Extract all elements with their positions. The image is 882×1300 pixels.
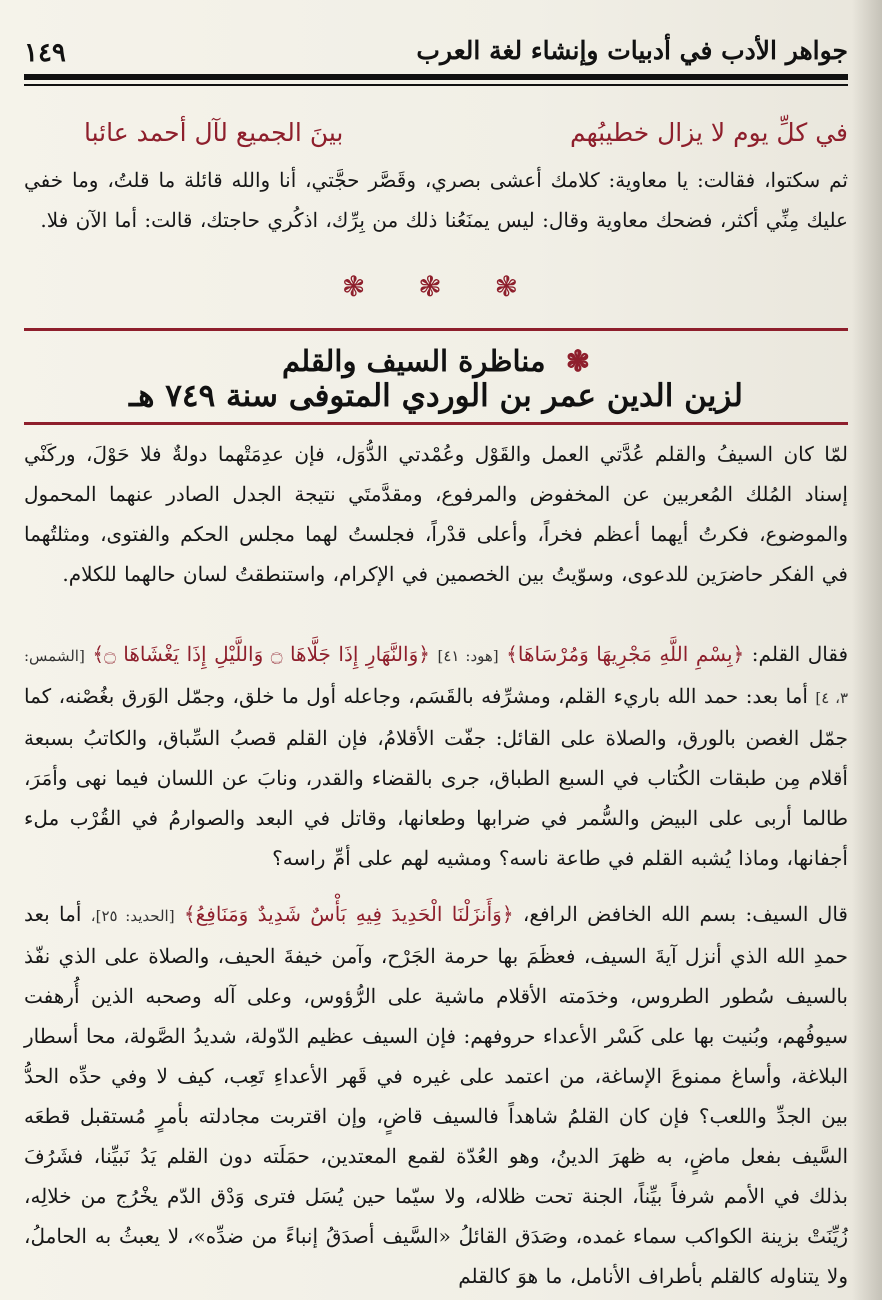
page-edge-shadow: [852, 0, 882, 1300]
section-subtitle: لزين الدين عمر بن الوردي المتوفى سنة ٧٤٩ هـ: [129, 378, 743, 414]
quran-reference-3: [الحديد: ٢٥]،: [90, 907, 175, 925]
poem-verse: [24, 118, 848, 156]
page-header: [24, 26, 848, 84]
poem-right-hemistich: في كلِّ يوم لا يزال خطيبُهم: [569, 118, 848, 147]
quran-reference-2: [الشمس: ٣، ٤]: [24, 647, 848, 707]
poem-left-hemistich: بينَ الجميع لآل أحمد عائبا: [84, 118, 344, 147]
title-rule-top: [24, 328, 848, 331]
title-rule-bottom: [24, 422, 848, 425]
header-rule-thick: [24, 74, 848, 80]
ornament-divider: ❃ ❃ ❃: [341, 270, 541, 303]
header-rule-thin: [24, 84, 848, 86]
running-title: جواهر الأدب في أدبيات وإنشاء لغة العرب: [416, 36, 848, 65]
body-paragraph-3: [24, 894, 848, 1294]
pen-speech: أما بعد: حمد الله باريء القلم، ومشرِّفه بالقَسَم، وجاعله أول ما خلق، وجمّل الوَرق بغُصْنه، كما جمّل الغصن بالورق، والصلاة على القائل: جفّت الأقلامُ، فإن القلم قصبُ السِّباق، والكاتبُ بسبعة أقلام مِن طبقات الكُتاب في السبع الطباق، جرى بالقضاء والقدر، ونابَ عن اللسان فيما نهى وأمَرَ، طالما أربى على البيض والسُّمر في ضرابها وطعانها، وقاتل في البعد والصوارمُ في القُرْب ملء أجفانها، وماذا يُشبه القلم في طاعة ناسه؟ ومشيه لهم على أمِّ راسه؟: [24, 684, 848, 870]
section-title: [24, 344, 848, 378]
body-paragraph-1: لمّا كان السيفُ والقلم عُدَّتي العمل والقَوْل وعُمْدتي الدُّوَل، فإن عدِمَتْهما دولةٌ فلا حَوْلَ، وركَنْي إسناد المُلك المُعربين عن المخفوض والمرفوع، ومقدَّمتَي نتيجة الجدل الصادر عنهما المحمول والموضوع، فكرتُ أيهما أعظم فخراً، وأعلى قدْراً، فجلستُ لهما مجلس الحكم والفتوى، ومثلتُهما في الفكر حاضرَين للدعوى، وسوّيتُ بين الخصمين في الإكرام، واستنطقتُ لسان حالهما للكلام.: [24, 442, 848, 586]
page-number: ١٤٩: [24, 38, 66, 68]
intro-paragraph: ثم سكتوا، فقالت: يا معاوية: كلامك أعشى بصري، وقَصَّر حجَّتي، أنا والله قائلة ما قلتُ، وما خفي عليك مِنِّي أكثر، فضحك معاوية وقال: ليس يمنَعُنا ذلك من بِرِّك، اذكُري حاجتك، قالت: أما الآن فلا.: [24, 168, 848, 232]
section-title-text: مناظرة السيف والقلم: [281, 344, 546, 378]
sword-speaker: قال السيف: بسم الله الخافض الرافع،: [522, 902, 848, 926]
quran-quote-3: ﴿وَأَنزَلْنَا الْحَدِيدَ فِيهِ بَأْسٌ شَدِيدٌ وَمَنَافِعُ﴾: [183, 902, 514, 926]
flower-icon: ❃: [565, 344, 590, 378]
quran-quote-1: ﴿بِسْمِ اللَّهِ مَجْرِيهَا وَمُرْسَاهَا﴾: [506, 642, 745, 666]
body-paragraph-2: [24, 634, 848, 894]
pen-speaker: فقال القلم:: [751, 642, 849, 666]
quran-quote-2: ﴿وَالنَّهَارِ إِذَا جَلَّاهَا ۝ وَاللَّيْلِ إِذَا يَغْشَاهَا ۝﴾: [92, 642, 430, 666]
sword-speech: أما بعد حمدِ الله الذي أنزل آيةَ السيف، فعظَمَ بها حرمة الجَرْح، وآمن خيفةَ الحيف، والصلاة على الذي نفّذ بالسيف سُطور الطروس، وخدَمته الأقلام ماشية على الرُّؤوس، وعلى آله وصحبه الذين أُرهفت سيوفُهم، وبُنيت بها على كَسْر الأعداء حروفهم: فإن السيف عظيم الدّولة، شديدُ الصَّولة، محا أسطار البلاغة، وأساغ ممنوعَ الإساغة، من اعتمد على غيره في قَهر الأعداءِ تَعِب، كيف لا وفي حدِّه الحدُّ بين الجدِّ واللعب؟ فإن كان القلمُ شاهداً فالسيف قاضٍ، وإن اقتربت مجادلته بأمرٍ مُستقبل قطعَه السَّيف بفعل ماضٍ، به ظهرَ الدينُ، وهو العُدّة لقمع المعتدين، حمَلَته دون القلم يَدُ نَبيِّنا، فشَرُفَ بذلك في الأمم شرفاً بيِّناً، الجنة تحت ظلاله، ولا سيّما حين يُسَل فترى وَدْق الدّم يخْرُج من خلالِه، زُيِّنَتْ بزينة الكواكب سماء غمده، وصَدَق القائلُ «السَّيف أصدَقُ إنباءً من ضدِّه»، لا يعبثُ به الحاملُ، ولا يتناوله كالقلم بأطراف الأنامل، ما هوَ كالقلم: [24, 902, 848, 1288]
quran-reference-1: [هود: ٤١]: [437, 647, 499, 665]
